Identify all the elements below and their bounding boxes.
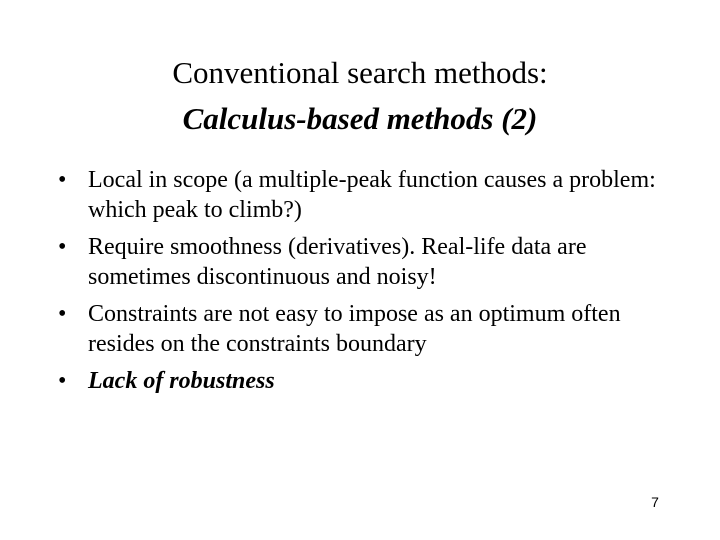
slide-subtitle: Calculus-based methods (2): [182, 101, 538, 136]
bullet-item: [58, 165, 688, 225]
bullet-text: Require smoothness (derivatives). Real-life data are sometimes discontinuous and noisy!: [88, 234, 587, 290]
bullet-marker: •: [58, 167, 67, 193]
bullet-text: Lack of robustness: [88, 368, 275, 394]
bullet-text: Local in scope (a multiple-peak function causes a problem: which peak to climb?): [88, 167, 656, 223]
bullet-text: Constraints are not easy to impose as an optimum often resides on the constraints boundary: [88, 301, 621, 357]
bullet-item: [58, 232, 688, 292]
bullet-marker: •: [58, 234, 67, 260]
bullet-marker: •: [58, 301, 67, 327]
bullet-item: [58, 366, 688, 396]
slide-title: Conventional search methods:: [172, 55, 548, 90]
bullet-list: [58, 165, 688, 403]
bullet-marker: •: [58, 368, 67, 394]
bullet-item: [58, 299, 688, 359]
page-number: 7: [651, 494, 659, 510]
